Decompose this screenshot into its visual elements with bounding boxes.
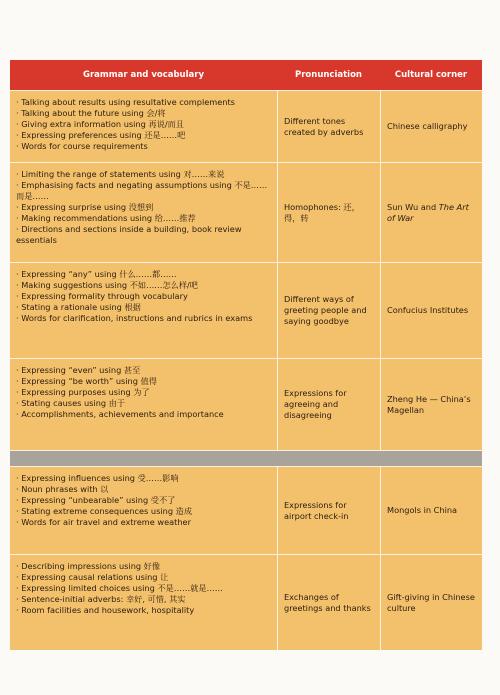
cultural-cell (380, 555, 482, 650)
header-pronunciation: Pronunciation (295, 70, 362, 80)
grammar-item: · Expressing influences using 受……影响 (16, 473, 179, 483)
grammar-item: · Stating a rationale using 根据 (16, 302, 141, 312)
pronunciation-text: Exchanges of greetings and thanks (284, 591, 371, 613)
grammar-item: · Describing impressions using 好像 (16, 561, 161, 571)
grammar-item: · Emphasising facts and negating assumptions using 不是……而是…… (16, 180, 268, 201)
grammar-cell (10, 467, 277, 554)
pronunciation-cell (277, 467, 380, 554)
section-divider (10, 450, 482, 466)
table-row (10, 262, 482, 358)
grammar-item: · Room facilities and housework, hospitality (16, 605, 195, 615)
pronunciation-cell (277, 163, 380, 262)
grammar-item: · Expressing surprise using 没想到 (16, 202, 154, 212)
grammar-item: · Expressing “unbearable” using 受不了 (16, 495, 176, 505)
cultural-text-plain: Sun Wu and (387, 201, 439, 212)
pronunciation-cell (277, 91, 380, 162)
cultural-text (387, 202, 476, 224)
table-row (10, 162, 482, 262)
grammar-item: · Expressing “even” using 甚至 (16, 365, 141, 375)
grammar-item: · Talking about results using resultative complements (16, 97, 235, 107)
grammar-item: · Limiting the range of statements using 对……来说 (16, 169, 225, 179)
grammar-item: · Stating extreme consequences using 造成 (16, 506, 193, 516)
cultural-text: Zheng He — China’s Magellan (387, 393, 471, 415)
table-row (10, 466, 482, 554)
grammar-item: · Expressing formality through vocabulary (16, 291, 188, 301)
grammar-item: · Talking about the future using 会/将 (16, 108, 166, 118)
pronunciation-text: Expressions for airport check-in (284, 499, 349, 521)
pronunciation-text: Different ways of greeting people and saying goodbye (284, 294, 367, 326)
table-row (10, 90, 482, 162)
grammar-item: · Words for clarification, instructions and rubrics in exams (16, 313, 253, 323)
header-cultural: Cultural corner (394, 70, 468, 80)
grammar-item: · Making recommendations using 给……推荐 (16, 213, 196, 223)
grammar-item: · Expressing preferences using 还是……吧 (16, 130, 186, 140)
cultural-cell (380, 163, 482, 262)
pronunciation-cell (277, 555, 380, 650)
table-header (10, 60, 482, 90)
grammar-cell (10, 263, 277, 358)
grammar-item: · Accomplishments, achievements and importance (16, 409, 224, 419)
cultural-text: Gift-giving in Chinese culture (387, 591, 475, 613)
pronunciation-text: Expressions for agreeing and disagreeing (284, 388, 347, 420)
cultural-text: Mongols in China (387, 505, 458, 515)
grammar-item: · Directions and sections inside a building, book review essentials (16, 224, 242, 245)
pronunciation-cell (277, 359, 380, 450)
grammar-item: · Words for air travel and extreme weather (16, 517, 191, 527)
grammar-item: · Expressing purposes using 为了 (16, 387, 150, 397)
grammar-cell (10, 91, 277, 162)
pronunciation-text: Homophones: 还，得，转 (284, 201, 360, 223)
grammar-item: · Expressing “be worth” using 值得 (16, 376, 157, 386)
cultural-cell (380, 359, 482, 450)
pronunciation-cell (277, 263, 380, 358)
cultural-text: Chinese calligraphy (387, 121, 468, 131)
grammar-item: · Stating causes using 由于 (16, 398, 126, 408)
cultural-text: Confucius Institutes (387, 305, 469, 315)
grammar-item: · Sentence-initial adverbs: 幸好, 可惜, 其实 (16, 594, 186, 604)
grammar-item: · Making suggestions using 不如……怎么样/吧 (16, 280, 198, 290)
cultural-cell (380, 467, 482, 554)
pronunciation-text: Different tones created by adverbs (284, 115, 364, 137)
header-grammar: Grammar and vocabulary (82, 70, 204, 80)
grammar-item: · Expressing “any” using 什么……都…… (16, 269, 177, 279)
grammar-cell (10, 555, 277, 650)
grammar-cell (10, 163, 277, 262)
cultural-cell (380, 263, 482, 358)
grammar-item: · Words for course requirements (16, 141, 148, 151)
grammar-item: · Expressing limited choices using 不是……就是…… (16, 583, 223, 593)
cultural-text-title: The Art of War (387, 201, 469, 223)
cultural-cell (380, 91, 482, 162)
table-row (10, 554, 482, 650)
grammar-item: · Noun phrases with 以 (16, 484, 109, 494)
grammar-item: · Giving extra information using 再说/而且 (16, 119, 184, 129)
table-row (10, 358, 482, 450)
grammar-cell (10, 359, 277, 450)
curriculum-table (10, 60, 482, 650)
grammar-item: · Expressing causal relations using 让 (16, 572, 169, 582)
